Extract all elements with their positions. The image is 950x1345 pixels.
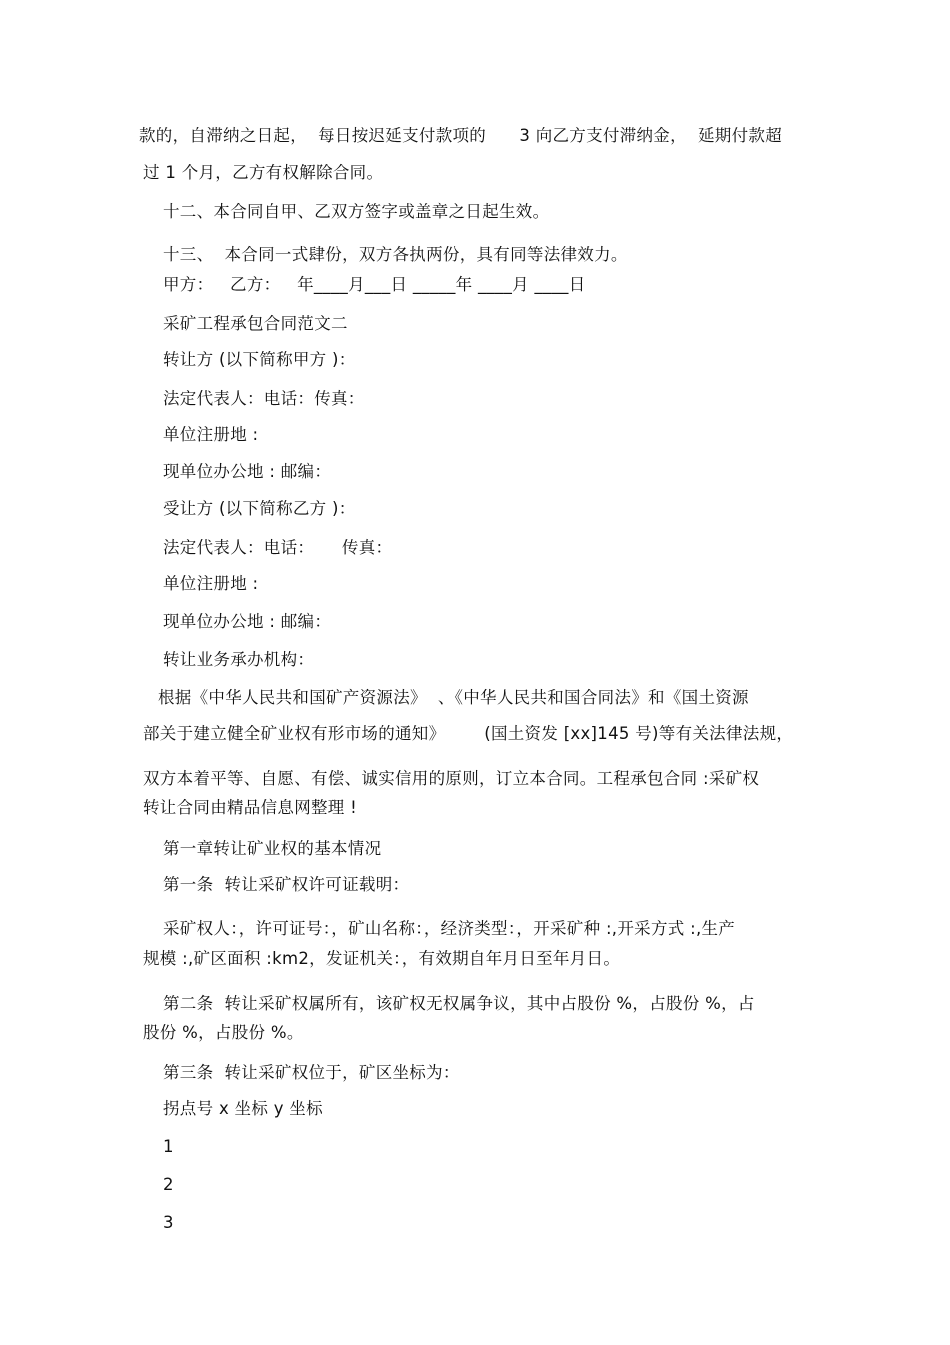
text-line: 转让合同由精品信息网整理 ! [143,798,358,817]
text-line: 款的，自滞纳之日起， 每日按迟延支付款项的 3 向乙方支付滞纳金， 延期付款超 [139,126,782,145]
text-line: 单位注册地 : [163,425,259,444]
text-line: 1 [163,1137,174,1156]
text-line: 第二条 转让采矿权属所有，该矿权无权属争议，其中占股份 %，占股份 %，占 [163,994,755,1013]
text-line: 2 [163,1175,174,1194]
text-line: 法定代表人：电话： 传真： [163,538,393,557]
text-line: 双方本着平等、自愿、有偿、诚实信用的原则，订立本合同。工程承包合同 :采矿权 [143,769,760,788]
section-heading: 采矿工程承包合同范文二 [163,314,348,333]
text-line: 3 [163,1213,174,1232]
text-line: 拐点号 x 坐标 y 坐标 [163,1099,323,1118]
text-line: 十二、本合同自甲、乙双方签字或盖章之日起生效。 [163,202,550,221]
text-line: 受让方 (以下简称乙方 )： [163,499,356,518]
text-line: 法定代表人：电话：传真： [163,389,365,408]
text-line: 现单位办公地 : 邮编： [163,462,332,481]
text-line: 单位注册地 : [163,574,259,593]
text-line: 部关于建立健全矿业权有形市场的通知》 (国土资发 [xx]145 号)等有关法律法规， [143,724,794,743]
text-line: 转让方 (以下简称甲方 )： [163,350,356,369]
text-line: 现单位办公地 : 邮编： [163,612,332,631]
chapter-heading: 第一章转让矿业权的基本情况 [163,839,382,858]
text-line: 甲方： 乙方： 年____月___日 _____年 ____月 ____日 [163,275,586,294]
text-line: 规模 :,矿区面积 :km2，发证机关：，有效期自年月日至年月日。 [143,949,621,968]
text-line: 十三、 本合同一式肆份，双方各执两份，具有同等法律效力。 [163,245,628,264]
text-line: 第一条 转让采矿权许可证载明： [163,875,410,894]
text-line: 股份 %，占股份 %。 [143,1023,304,1042]
text-line: 采矿权人：，许可证号：，矿山名称：，经济类型：，开采矿种 :,开采方式 :,生产 [163,919,736,938]
text-line: 过 1 个月，乙方有权解除合同。 [143,163,384,182]
text-line: 第三条 转让采矿权位于，矿区坐标为： [163,1063,460,1082]
text-line: 根据《中华人民共和国矿产资源法》 、《中华人民共和国合同法》和《国土资源 [158,688,749,707]
text-line: 转让业务承办机构： [163,650,315,669]
